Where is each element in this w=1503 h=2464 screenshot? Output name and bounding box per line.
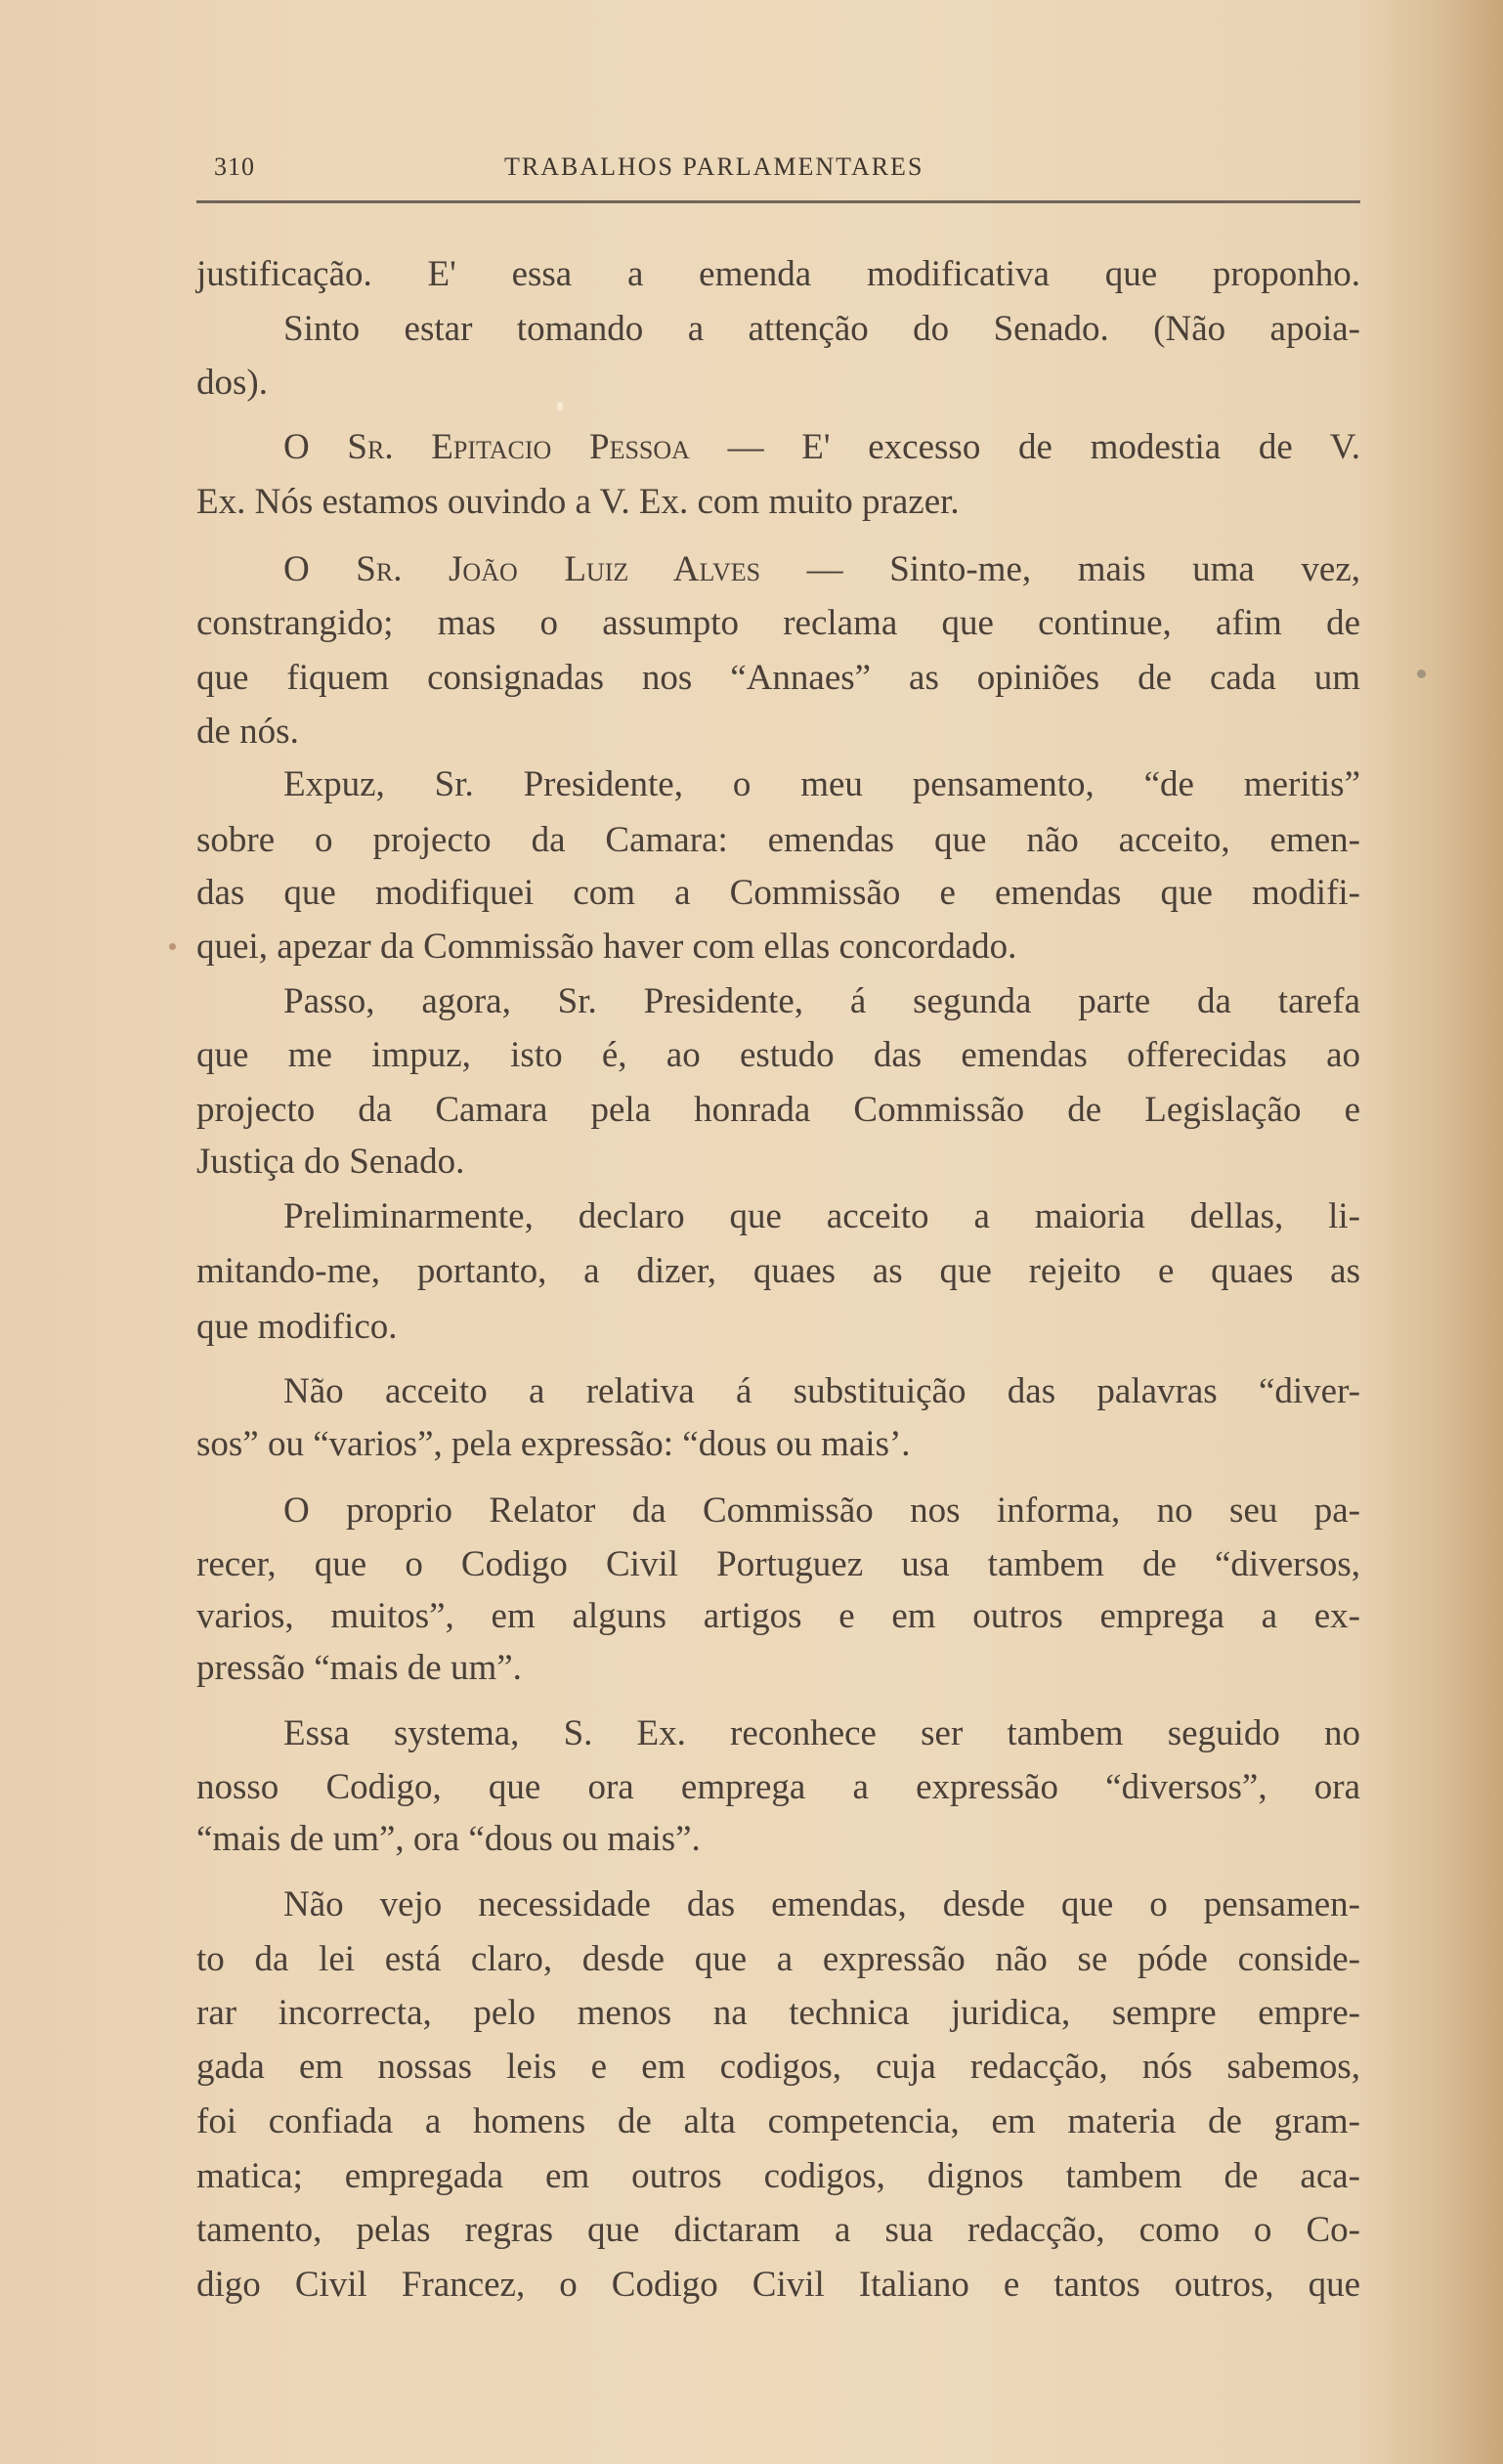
text-line: gada em nossas leis e em codigos, cuja redacção, nós sabemos, — [196, 2047, 1360, 2087]
text-line: digo Civil Francez, o Codigo Civil Italiano e tantos outros, que — [196, 2265, 1360, 2305]
text-line: matica; empregada em outros codigos, dignos tambem de aca- — [196, 2156, 1360, 2196]
text-line: Preliminarmente, declaro que acceito a maioria dellas, li- — [283, 1196, 1360, 1236]
text-line: Não vejo necessidade das emendas, desde que o pensamen- — [283, 1884, 1360, 1924]
text-line: mitando-me, portanto, a dizer, quaes as que rejeito e quaes as — [196, 1251, 1360, 1291]
text-line: O Sr. Epitacio Pessoa — E' excesso de modestia de V. — [283, 427, 1360, 467]
text-line: Passo, agora, Sr. Presidente, á segunda parte da tarefa — [283, 981, 1360, 1021]
text-line: que fiquem consignadas nos “Annaes” as opiniões de cada um — [196, 658, 1360, 698]
running-head — [196, 147, 1360, 186]
speaker-name: Sr. Epitacio Pessoa — [347, 427, 728, 467]
text-line: pressão “mais de um”. — [196, 1648, 522, 1688]
text-line: que modifico. — [196, 1307, 398, 1347]
text-line: dos). — [196, 363, 268, 403]
text-line: Essa systema, S. Ex. reconhece ser tambem seguido no — [283, 1713, 1360, 1753]
speaker-name: Sr. João Luiz Alves — [356, 549, 807, 589]
text-line: quei, apezar da Commissão haver com ellas concordado. — [196, 927, 1017, 967]
text-line: Ex. Nós estamos ouvindo a V. Ex. com muito prazer. — [196, 482, 960, 522]
running-title: TRABALHOS PARLAMENTARES — [504, 152, 924, 181]
text-line: Expuz, Sr. Presidente, o meu pensamento, “de meritis” — [283, 764, 1360, 804]
text-line: Justiça do Senado. — [196, 1142, 465, 1182]
text-line: O proprio Relator da Commissão nos informa, no seu pa- — [283, 1491, 1360, 1531]
paper-speck — [557, 402, 563, 411]
text-line: foi confiada a homens de alta competencia, em materia de gram- — [196, 2101, 1360, 2141]
text-line: “mais de um”, ora “dous ou mais”. — [196, 1819, 701, 1859]
text-line: constrangido; mas o assumpto reclama que continue, afim de — [196, 603, 1360, 643]
text-line: que me impuz, isto é, ao estudo das emendas offerecidas ao — [196, 1035, 1360, 1075]
header-rule — [196, 200, 1360, 203]
text-line: das que modifiquei com a Commissão e emendas que modifi- — [196, 873, 1360, 913]
page-number: 310 — [214, 152, 255, 181]
text-line: nosso Codigo, que ora emprega a expressão “diversos”, ora — [196, 1767, 1360, 1807]
text-line: sos” ou “varios”, pela expressão: “dous ou mais’. — [196, 1424, 911, 1464]
text-line: justificação. E' essa a emenda modificativa que proponho. — [196, 254, 1360, 294]
text-line: Não acceito a relativa á substituição das palavras “diver- — [283, 1371, 1360, 1411]
paper-speck — [1417, 670, 1426, 678]
text-line: sobre o projecto da Camara: emendas que não acceito, emen- — [196, 820, 1360, 860]
text-line: tamento, pelas regras que dictaram a sua redacção, como o Co- — [196, 2210, 1360, 2250]
text-line: Sinto estar tomando a attenção do Senado. (Não apoia- — [283, 309, 1360, 349]
text-line: recer, que o Codigo Civil Portuguez usa tambem de “diversos, — [196, 1544, 1360, 1584]
paper-speck — [169, 943, 176, 950]
text-line: varios, muitos”, em alguns artigos e em outros emprega a ex- — [196, 1596, 1360, 1636]
text-line: projecto da Camara pela honrada Commissão de Legislação e — [196, 1090, 1360, 1130]
text-line: O Sr. João Luiz Alves — Sinto-me, mais uma vez, — [283, 549, 1360, 589]
text-line: to da lei está claro, desde que a expressão não se póde conside- — [196, 1939, 1360, 1979]
text-line: rar incorrecta, pelo menos na technica juridica, sempre empre- — [196, 1993, 1360, 2033]
text-line: de nós. — [196, 712, 299, 752]
